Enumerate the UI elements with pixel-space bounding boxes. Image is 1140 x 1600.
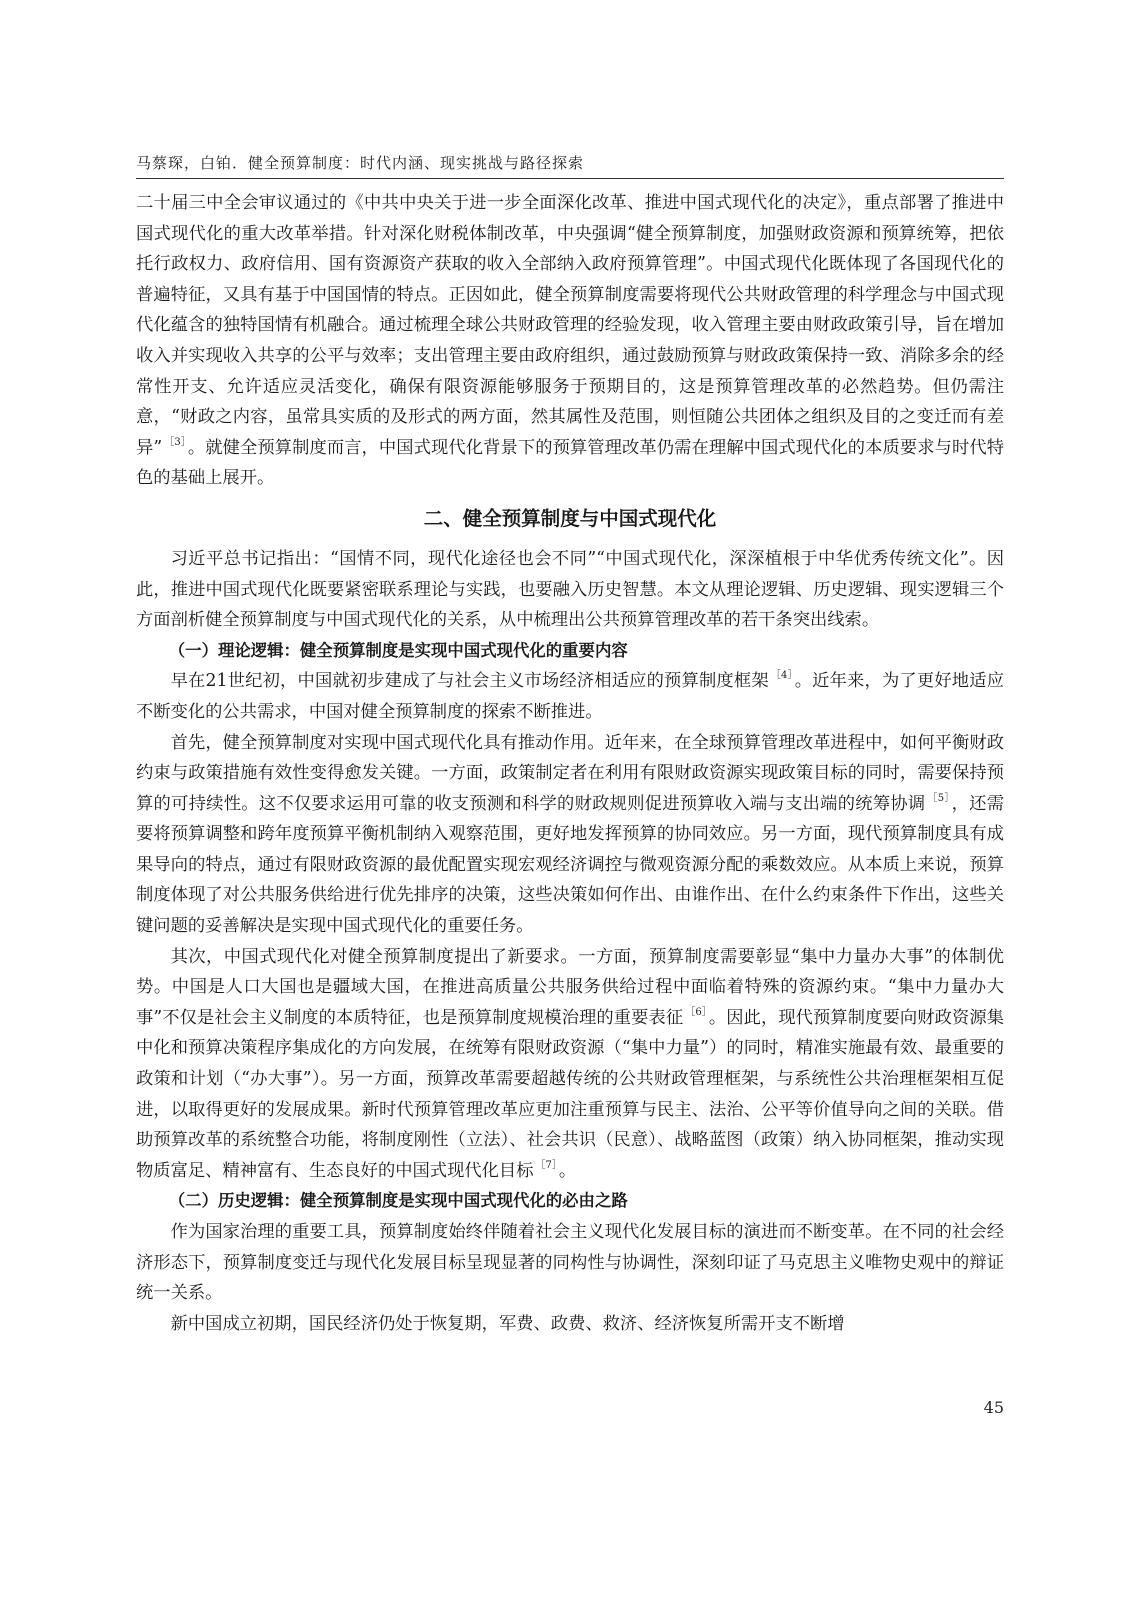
paragraph-2: 习近平总书记指出：“国情不同，现代化途径也会不同”“中国式现代化，深深植根于中华优秀传统文化”。因此，推进中国式现代化既要紧密联系理论与实践，也要融入历史智慧。本文从理论逻辑、历史逻辑、现实逻辑三个方面剖析健全预算制度与中国式现代化的关系，从中梳理出公共预算管理改革的若干条突出线索。: [136, 548, 1004, 631]
paragraph-5: 其次，中国式现代化对健全预算制度提出了新要求。一方面，预算制度需要彰显“集中力量办大事”的体制优势。中国是人口大国也是疆域大国，在推进高质量公共服务供给过程中面临着特殊的资源约束。“集中力量办大事”不仅是社会主义制度的本质特征，也是预算制度规模治理的重要表征 $^{[6]}$ 。因此，现代预算制度要向财政资源集中化和预算决策程序集成化的方向发展，在统筹有限财政资源（“集中力量”）的同时，精准实施最有效、最重要的政策和计划（“办大事”）。另一方面，预算改革需要超越传统的公共财政管理框架，与系统性公共治理框架相互促进，以取得更好的发展成果。新时代预算管理改革应更加注重预算与民主、法治、公平等价值导向之间的关联。借助预算改革的系统整合功能，将制度刚性（立法）、社会共识（民意）、战略蓝图（政策）纳入协同框架，推动实现物质富足、精神富有、生态良好的中国式现代化目标 $^{[7]}$ 。: [136, 946, 1004, 1181]
section-heading: 二、健全预算制度与中国式现代化: [423, 506, 717, 530]
citation-ref: ［3］: [164, 436, 186, 448]
citation-ref: ［7］: [535, 1159, 557, 1171]
running-header: 马蔡琛，白铂．健全预算制度：时代内涵、现实挑战与路径探索: [136, 154, 585, 172]
citation-ref: ［5］: [927, 792, 950, 804]
paragraph-4: 首先，健全预算制度对实现中国式现代化具有推动作用。近年来，在全球预算管理改革进程中，如何平衡财政约束与政策措施有效性变得愈发关键。一方面，政策制定者在利用有限财政资源实现政策目标的同时，需要保持预算的可持续性。这不仅要求运用可靠的收支预测和科学的财政规则促进预算收入端与支出端的统筹协调 $^{[5]}$ ，还需要将预算调整和跨年度预算平衡机制纳入观察范围，更好地发挥预算的协同效应。另一方面，现代预算制度具有成果导向的特点，通过有限财政资源的最优配置实现宏观经济调控与微观资源分配的乘数效应。从本质上来说，预算制度体现了对公共服务供给进行优先排序的决策，这些决策如何作出、由谁作出、在什么约束条件下作出，这些关键问题的妥善解决是实现中国式现代化的重要任务。: [136, 732, 1004, 937]
paragraph-7: 新中国成立初期，国民经济仍处于恢复期，军费、政费、救济、经济恢复所需开支不断增: [170, 1313, 845, 1334]
paragraph-3: 早在21世纪初，中国就初步建成了与社会主义市场经济相适应的预算制度框架 $^{[4]}$ 。近年来，为了更好地适应不断变化的公共需求，中国对健全预算制度的探索不断推进。: [136, 670, 1004, 722]
header-rule: [136, 178, 1004, 179]
subsection-heading-1: （一）理论逻辑：健全预算制度是实现中国式现代化的重要内容: [168, 640, 628, 660]
paragraph-6: 作为国家治理的重要工具，预算制度始终伴随着社会主义现代化发展目标的演进而不断变革。在不同的社会经济形态下，预算制度变迁与现代化发展目标呈现显著的同构性与协调性，深刻印证了马克思主义唯物史观中的辩证统一关系。: [136, 1222, 1004, 1304]
page-number: 45: [983, 1398, 1004, 1417]
paragraph-1: 二十届三中全会审议通过的《中共中央关于进一步全面深化改革、推进中国式现代化的决定》，重点部署了推进中国式现代化的重大改革举措。针对深化财税体制改革，中央强调“健全预算制度，加强财政资源和预算统筹，把依托行政权力、政府信用、国有资源资产获取的收入全部纳入政府预算管理”。中国式现代化既体现了各国现代化的普遍特征，又具有基于中国国情的特点。正因如此，健全预算制度需要将现代公共财政管理的科学理念与中国式现代化蕴含的独特国情有机融合。通过梳理全球公共财政管理的经验发现，收入管理主要由财政政策引导，旨在增加收入并实现收入共享的公平与效率；支出管理主要由政府组织，通过鼓励预算与财政政策保持一致、消除多余的经常性开支、允许适应灵活变化，确保有限资源能够服务于预期目的，这是预算管理改革的必然趋势。但仍需注意，“财政之内容，虽常具实质的及形式的两方面，然其属性及范围，则恒随公共团体之组织及目的之变迁而有差异” $^{[3]}$ 。就健全预算制度而言，中国式现代化背景下的预算管理改革仍需在理解中国式现代化的本质要求与时代特色的基础上展开。: [136, 193, 1004, 489]
article-body: [136, 188, 1004, 1339]
citation-ref: ［6］: [685, 1006, 707, 1018]
citation-ref: ［4］: [770, 670, 793, 682]
subsection-heading-2: （二）历史逻辑：健全预算制度是实现中国式现代化的必由之路: [168, 1191, 628, 1211]
